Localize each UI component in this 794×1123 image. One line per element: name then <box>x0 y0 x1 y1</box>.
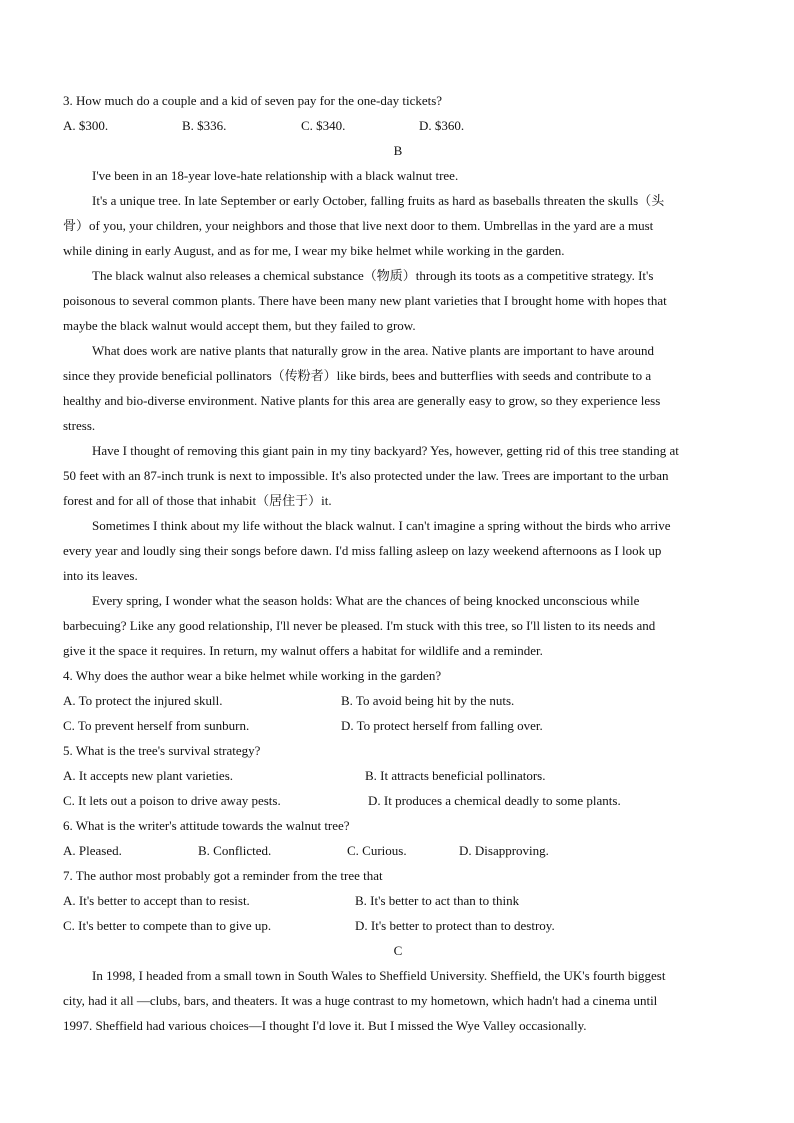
question-3-options <box>63 113 733 138</box>
question-7-options-row-2 <box>63 913 733 938</box>
passage-b-paragraph-3 <box>63 263 733 338</box>
q7-option-b: B. It's better to act than to think <box>355 893 520 908</box>
text-line: Every spring, I wonder what the season holds: What are the chances of being knocked unconscious while <box>92 593 640 608</box>
q7-option-a: A. It's better to accept than to resist. <box>63 893 250 908</box>
q5-option-b: B. It attracts beneficial pollinators. <box>365 768 546 783</box>
question-4: 4. Why does the author wear a bike helmet while working in the garden? <box>63 668 442 683</box>
passage-b-paragraph-6 <box>63 513 733 588</box>
text-line: give it the space it requires. In return, my walnut offers a habitat for wildlife and a reminder. <box>63 643 543 658</box>
q4-option-d: D. To protect herself from falling over. <box>341 718 543 733</box>
q3-option-b: B. $336. <box>182 118 227 133</box>
text-line: Have I thought of removing this giant pain in my tiny backyard? Yes, however, getting rid of this tree standing at <box>92 443 679 458</box>
q5-option-c: C. It lets out a poison to drive away pests. <box>63 793 281 808</box>
text-line: stress. <box>63 418 96 433</box>
text-line: barbecuing? Like any good relationship, I'll never be pleased. I'm stuck with this tree, so I'll listen to its needs and <box>63 618 656 633</box>
document-page <box>63 88 733 1038</box>
text-line: into its leaves. <box>63 568 138 583</box>
passage-c-paragraph-1 <box>63 963 733 1038</box>
question-3: 3. How much do a couple and a kid of seven pay for the one-day tickets? <box>63 93 443 108</box>
q5-option-a: A. It accepts new plant varieties. <box>63 768 234 783</box>
question-6-options <box>63 838 733 863</box>
q3-option-a: A. $300. <box>63 118 109 133</box>
section-c-label: C <box>393 943 403 958</box>
passage-b-paragraph-4 <box>63 338 733 438</box>
q6-option-a: A. Pleased. <box>63 843 122 858</box>
text-line: I've been in an 18-year love-hate relationship with a black walnut tree. <box>92 168 459 183</box>
q4-option-a: A. To protect the injured skull. <box>63 693 223 708</box>
text-line: city, had it all —clubs, bars, and theaters. It was a huge contrast to my hometown, which hadn't had a cinema until <box>63 993 658 1008</box>
text-line: since they provide beneficial pollinators（传粉者）like birds, bees and butterflies with seeds and contribute to a <box>63 368 652 383</box>
text-line: 骨）of you, your children, your neighbors and those that live next door to them. Umbrellas in the yard are a must <box>63 218 654 233</box>
text-line: maybe the black walnut would accept them, but they failed to grow. <box>63 318 416 333</box>
question-7: 7. The author most probably got a reminder from the tree that <box>63 868 383 883</box>
question-6: 6. What is the writer's attitude towards the walnut tree? <box>63 818 350 833</box>
question-4-options-row-1 <box>63 688 733 713</box>
question-7-options-row-1 <box>63 888 733 913</box>
text-line: What does work are native plants that naturally grow in the area. Native plants are important to have around <box>92 343 655 358</box>
section-b-label: B <box>393 143 403 158</box>
text-line: The black walnut also releases a chemical substance（物质）through its toots as a competitive strategy. It's <box>92 268 654 283</box>
passage-b-paragraph-7 <box>63 588 733 663</box>
passage-b-paragraph-2 <box>63 188 733 263</box>
passage-b-paragraph-1 <box>63 163 733 188</box>
question-5: 5. What is the tree's survival strategy? <box>63 743 261 758</box>
q7-option-d: D. It's better to protect than to destroy. <box>355 918 555 933</box>
q7-option-c: C. It's better to compete than to give up. <box>63 918 272 933</box>
text-line: 1997. Sheffield had various choices—I thought I'd love it. But I missed the Wye Valley occasionally. <box>63 1018 587 1033</box>
text-line: It's a unique tree. In late September or early October, falling fruits as hard as baseballs threaten the skulls（头 <box>92 193 665 208</box>
text-line: healthy and bio-diverse environment. Native plants for this area are generally easy to grow, so they experience less <box>63 393 661 408</box>
text-line: In 1998, I headed from a small town in South Wales to Sheffield University. Sheffield, the UK's fourth biggest <box>92 968 666 983</box>
question-4-options-row-2 <box>63 713 733 738</box>
q6-option-b: B. Conflicted. <box>198 843 272 858</box>
passage-b-paragraph-5 <box>63 438 733 513</box>
q5-option-d: D. It produces a chemical deadly to some plants. <box>368 793 621 808</box>
q3-option-d: D. $360. <box>419 118 465 133</box>
q4-option-b: B. To avoid being hit by the nuts. <box>341 693 515 708</box>
question-5-options-row-2 <box>63 788 733 813</box>
question-5-options-row-1 <box>63 763 733 788</box>
text-line: poisonous to several common plants. There have been many new plant varieties that I brought home with hopes that <box>63 293 667 308</box>
text-line: 50 feet with an 87-inch trunk is next to impossible. It's also protected under the law. Trees are important to the urban <box>63 468 669 483</box>
text-line: while dining in early August, and as for me, I wear my bike helmet while working in the garden. <box>63 243 565 258</box>
q4-option-c: C. To prevent herself from sunburn. <box>63 718 250 733</box>
q6-option-c: C. Curious. <box>347 843 407 858</box>
text-line: Sometimes I think about my life without the black walnut. I can't imagine a spring without the birds who arrive <box>92 518 671 533</box>
q6-option-d: D. Disapproving. <box>459 843 549 858</box>
text-line: every year and loudly sing their songs before dawn. I'd miss falling asleep on lazy weekend afternoons as I look up <box>63 543 662 558</box>
text-line: forest and for all of those that inhabit（居住于）it. <box>63 493 332 508</box>
q3-option-c: C. $340. <box>301 118 346 133</box>
